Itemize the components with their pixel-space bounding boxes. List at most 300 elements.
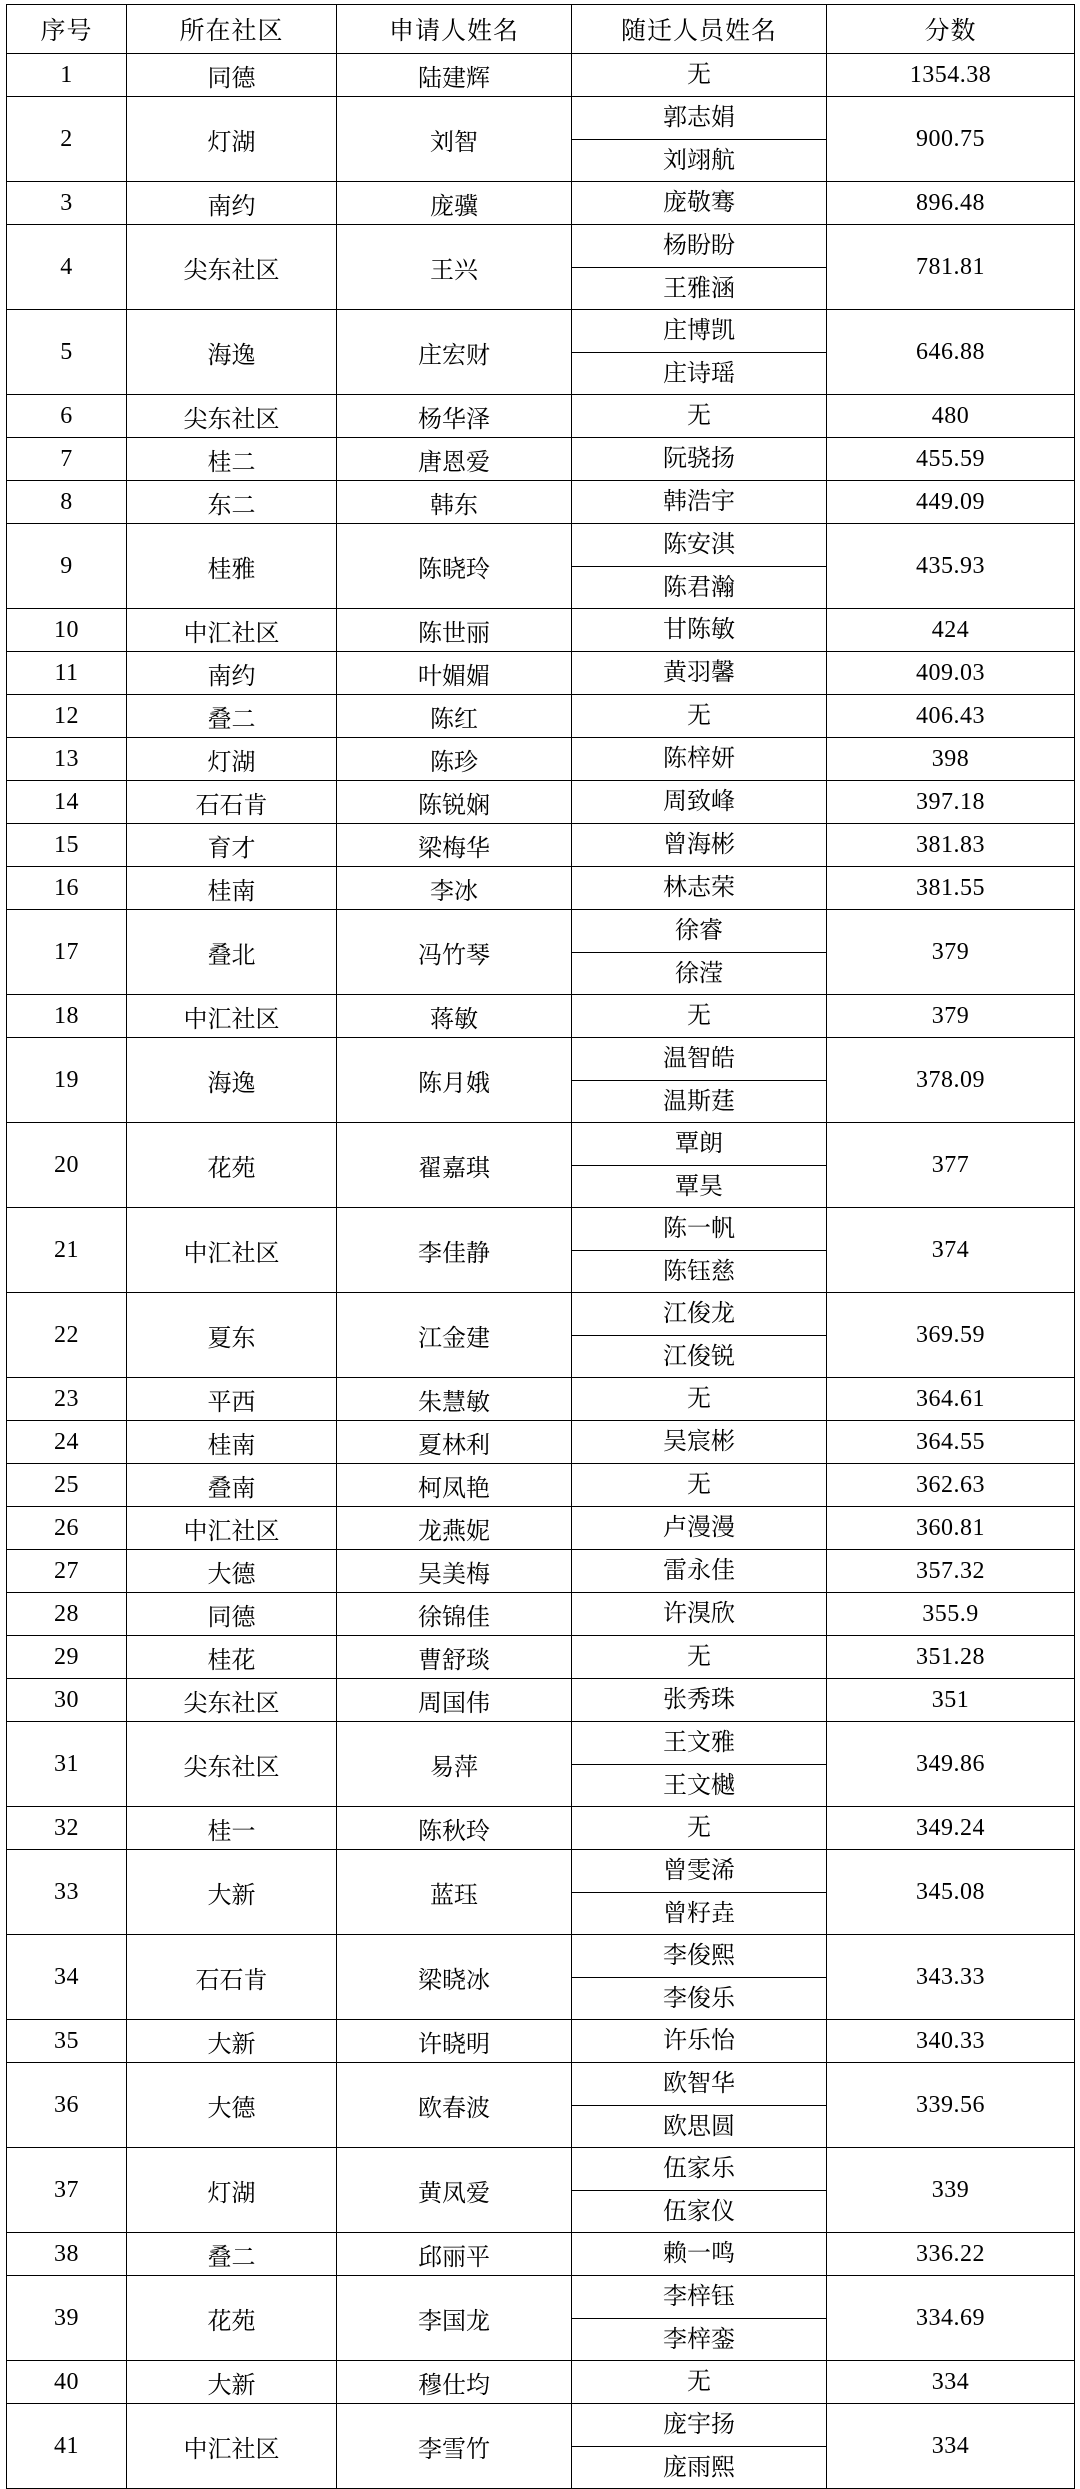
- cell-followers: [572, 1293, 827, 1378]
- cell-community: 同德: [127, 54, 337, 97]
- cell-community: 大新: [127, 2361, 337, 2404]
- cell-applicant-name: 陈月娥: [337, 1038, 572, 1123]
- cell-index: 11: [7, 652, 127, 695]
- cell-score: 455.59: [827, 438, 1075, 481]
- table-row: [7, 1722, 1075, 1807]
- cell-applicant-name: 蒋敏: [337, 995, 572, 1038]
- follower-name: 覃朗: [675, 1131, 723, 1157]
- follower-name: 温斯莛: [572, 1080, 826, 1122]
- cell-score: 480: [827, 395, 1075, 438]
- cell-community: 大新: [127, 2020, 337, 2063]
- cell-followers: 阮骁扬: [572, 438, 827, 481]
- cell-applicant-name: 龙燕妮: [337, 1507, 572, 1550]
- cell-index: 19: [7, 1038, 127, 1123]
- cell-score: 781.81: [827, 225, 1075, 310]
- cell-index: 29: [7, 1636, 127, 1679]
- cell-index: 13: [7, 738, 127, 781]
- table-row: [7, 54, 1075, 97]
- cell-index: 40: [7, 2361, 127, 2404]
- followers-stack: [572, 910, 826, 994]
- cell-applicant-name: 杨华泽: [337, 395, 572, 438]
- follower-name: 江俊龙: [663, 1301, 735, 1327]
- cell-index: 9: [7, 524, 127, 609]
- table-row: [7, 182, 1075, 225]
- cell-applicant-name: 唐恩爱: [337, 438, 572, 481]
- cell-followers: [572, 1038, 827, 1123]
- cell-applicant-name: 陈红: [337, 695, 572, 738]
- cell-applicant-name: 韩东: [337, 481, 572, 524]
- cell-followers: 无: [572, 2361, 827, 2404]
- cell-community: 中汇社区: [127, 1507, 337, 1550]
- cell-community: 同德: [127, 1593, 337, 1636]
- cell-applicant-name: 陈晓玲: [337, 524, 572, 609]
- cell-community: 大新: [127, 1850, 337, 1935]
- cell-score: 357.32: [827, 1550, 1075, 1593]
- cell-score: 381.55: [827, 867, 1075, 910]
- table-row: [7, 2276, 1075, 2361]
- cell-applicant-name: 陈珍: [337, 738, 572, 781]
- cell-applicant-name: 朱慧敏: [337, 1378, 572, 1421]
- table-row: [7, 1507, 1075, 1550]
- table-row: [7, 1550, 1075, 1593]
- cell-score: 343.33: [827, 1935, 1075, 2020]
- cell-score: 896.48: [827, 182, 1075, 225]
- cell-applicant-name: 许晓明: [337, 2020, 572, 2063]
- table-row: [7, 910, 1075, 995]
- table-row: [7, 1293, 1075, 1378]
- cell-community: 海逸: [127, 310, 337, 395]
- cell-index: 14: [7, 781, 127, 824]
- cell-community: 平西: [127, 1378, 337, 1421]
- cell-applicant-name: 曹舒琰: [337, 1636, 572, 1679]
- cell-applicant-name: 徐锦佳: [337, 1593, 572, 1636]
- cell-index: 25: [7, 1464, 127, 1507]
- column-header-followers: 随迁人员姓名: [572, 5, 827, 54]
- cell-applicant-name: 梁晓冰: [337, 1935, 572, 2020]
- cell-index: 1: [7, 54, 127, 97]
- follower-name: 王雅涵: [572, 267, 826, 309]
- table-row: [7, 1464, 1075, 1507]
- table-row: [7, 2361, 1075, 2404]
- cell-index: 5: [7, 310, 127, 395]
- cell-followers: [572, 1123, 827, 1208]
- table-row: [7, 2404, 1075, 2489]
- table-row: [7, 824, 1075, 867]
- cell-index: 3: [7, 182, 127, 225]
- cell-followers: 周致峰: [572, 781, 827, 824]
- cell-community: 灯湖: [127, 738, 337, 781]
- cell-followers: 黄羽馨: [572, 652, 827, 695]
- cell-score: 398: [827, 738, 1075, 781]
- cell-index: 36: [7, 2063, 127, 2148]
- cell-index: 22: [7, 1293, 127, 1378]
- cell-score: 646.88: [827, 310, 1075, 395]
- cell-applicant-name: 王兴: [337, 225, 572, 310]
- cell-applicant-name: 江金建: [337, 1293, 572, 1378]
- table-row: [7, 2020, 1075, 2063]
- cell-community: 尖东社区: [127, 1679, 337, 1722]
- column-header-applicant: 申请人姓名: [337, 5, 572, 54]
- cell-score: 336.22: [827, 2233, 1075, 2276]
- follower-name: 徐睿: [675, 918, 723, 944]
- cell-applicant-name: 叶媚媚: [337, 652, 572, 695]
- table-row: [7, 481, 1075, 524]
- cell-score: 351: [827, 1679, 1075, 1722]
- cell-followers: [572, 97, 827, 182]
- follower-name: 刘翊航: [572, 139, 826, 181]
- follower-name: 江俊锐: [572, 1335, 826, 1377]
- cell-applicant-name: 陈锐娴: [337, 781, 572, 824]
- cell-followers: 无: [572, 1378, 827, 1421]
- cell-index: 32: [7, 1807, 127, 1850]
- table-row: [7, 2148, 1075, 2233]
- cell-followers: 林志荣: [572, 867, 827, 910]
- cell-index: 7: [7, 438, 127, 481]
- cell-followers: 曾海彬: [572, 824, 827, 867]
- cell-applicant-name: 蓝珏: [337, 1850, 572, 1935]
- cell-community: 灯湖: [127, 2148, 337, 2233]
- cell-applicant-name: 李佳静: [337, 1208, 572, 1293]
- follower-name: 曾籽垚: [572, 1892, 826, 1934]
- cell-community: 叠南: [127, 1464, 337, 1507]
- cell-followers: 无: [572, 1636, 827, 1679]
- cell-index: 20: [7, 1123, 127, 1208]
- followers-stack: [572, 1850, 826, 1934]
- cell-community: 花苑: [127, 2276, 337, 2361]
- followers-stack: [572, 1935, 826, 2019]
- follower-name: 李俊乐: [572, 1977, 826, 2019]
- cell-score: 1354.38: [827, 54, 1075, 97]
- followers-stack: [572, 225, 826, 309]
- cell-score: 364.55: [827, 1421, 1075, 1464]
- follower-name: 温智皓: [663, 1046, 735, 1072]
- cell-applicant-name: 夏林利: [337, 1421, 572, 1464]
- follower-name: 欧智华: [663, 2071, 735, 2097]
- follower-name: 欧思圆: [572, 2105, 826, 2147]
- table-row: [7, 1593, 1075, 1636]
- cell-followers: 甘陈敏: [572, 609, 827, 652]
- cell-followers: [572, 2063, 827, 2148]
- cell-followers: 吴宸彬: [572, 1421, 827, 1464]
- follower-name: 庄博凯: [663, 318, 735, 344]
- table-row: [7, 1850, 1075, 1935]
- cell-applicant-name: 冯竹琴: [337, 910, 572, 995]
- cell-score: 351.28: [827, 1636, 1075, 1679]
- table-row: [7, 310, 1075, 395]
- cell-index: 37: [7, 2148, 127, 2233]
- follower-name: 庞宇扬: [663, 2412, 735, 2438]
- cell-community: 桂南: [127, 867, 337, 910]
- cell-score: 378.09: [827, 1038, 1075, 1123]
- cell-community: 尖东社区: [127, 395, 337, 438]
- cell-community: 育才: [127, 824, 337, 867]
- table-row: [7, 1208, 1075, 1293]
- cell-index: 33: [7, 1850, 127, 1935]
- cell-community: 大德: [127, 1550, 337, 1593]
- cell-index: 6: [7, 395, 127, 438]
- cell-score: 360.81: [827, 1507, 1075, 1550]
- cell-score: 334: [827, 2404, 1075, 2489]
- cell-score: 381.83: [827, 824, 1075, 867]
- follower-name: 王文樾: [572, 1764, 826, 1806]
- follower-name: 李俊熙: [663, 1943, 735, 1969]
- cell-score: 379: [827, 995, 1075, 1038]
- table-row: [7, 609, 1075, 652]
- cell-community: 叠北: [127, 910, 337, 995]
- cell-followers: [572, 2404, 827, 2489]
- cell-index: 39: [7, 2276, 127, 2361]
- cell-followers: 张秀珠: [572, 1679, 827, 1722]
- cell-community: 中汇社区: [127, 1208, 337, 1293]
- cell-followers: [572, 2148, 827, 2233]
- followers-stack: [572, 2148, 826, 2232]
- table-row: [7, 1807, 1075, 1850]
- cell-applicant-name: 欧春波: [337, 2063, 572, 2148]
- cell-followers: 陈梓妍: [572, 738, 827, 781]
- cell-community: 南约: [127, 182, 337, 225]
- cell-index: 2: [7, 97, 127, 182]
- cell-community: 中汇社区: [127, 995, 337, 1038]
- cell-score: 349.86: [827, 1722, 1075, 1807]
- cell-score: 362.63: [827, 1464, 1075, 1507]
- cell-followers: 雷永佳: [572, 1550, 827, 1593]
- cell-score: 369.59: [827, 1293, 1075, 1378]
- follower-name: 王文雅: [663, 1730, 735, 1756]
- cell-score: 435.93: [827, 524, 1075, 609]
- cell-score: 339: [827, 2148, 1075, 2233]
- table-row: [7, 1935, 1075, 2020]
- cell-score: 374: [827, 1208, 1075, 1293]
- cell-score: 409.03: [827, 652, 1075, 695]
- cell-applicant-name: 李冰: [337, 867, 572, 910]
- follower-name: 李梓钰: [663, 2284, 735, 2310]
- cell-followers: 无: [572, 1807, 827, 1850]
- cell-index: 28: [7, 1593, 127, 1636]
- table-row: [7, 225, 1075, 310]
- table-row: [7, 1038, 1075, 1123]
- cell-applicant-name: 庞骥: [337, 182, 572, 225]
- cell-score: 340.33: [827, 2020, 1075, 2063]
- cell-score: 406.43: [827, 695, 1075, 738]
- table-row: [7, 695, 1075, 738]
- table-row: [7, 738, 1075, 781]
- cell-followers: 无: [572, 54, 827, 97]
- table-row: [7, 781, 1075, 824]
- cell-applicant-name: 陆建辉: [337, 54, 572, 97]
- cell-index: 17: [7, 910, 127, 995]
- cell-followers: [572, 225, 827, 310]
- cell-followers: [572, 524, 827, 609]
- cell-applicant-name: 黄凤爱: [337, 2148, 572, 2233]
- cell-applicant-name: 穆仕均: [337, 2361, 572, 2404]
- cell-followers: 庞敬骞: [572, 182, 827, 225]
- cell-score: 349.24: [827, 1807, 1075, 1850]
- table-row: [7, 438, 1075, 481]
- cell-index: 10: [7, 609, 127, 652]
- cell-community: 灯湖: [127, 97, 337, 182]
- follower-name: 郭志娟: [663, 105, 735, 131]
- cell-community: 中汇社区: [127, 2404, 337, 2489]
- cell-followers: [572, 1935, 827, 2020]
- table-row: [7, 1123, 1075, 1208]
- cell-applicant-name: 周国伟: [337, 1679, 572, 1722]
- cell-index: 8: [7, 481, 127, 524]
- followers-stack: [572, 524, 826, 608]
- cell-applicant-name: 柯凤艳: [337, 1464, 572, 1507]
- column-header-score: 分数: [827, 5, 1075, 54]
- cell-index: 41: [7, 2404, 127, 2489]
- cell-score: 449.09: [827, 481, 1075, 524]
- cell-followers: 卢漫漫: [572, 1507, 827, 1550]
- table-row: [7, 995, 1075, 1038]
- follower-name: 陈安淇: [663, 532, 735, 558]
- cell-index: 12: [7, 695, 127, 738]
- table-row: [7, 867, 1075, 910]
- cell-score: 334.69: [827, 2276, 1075, 2361]
- cell-community: 东二: [127, 481, 337, 524]
- table-body: [7, 54, 1075, 2489]
- cell-index: 34: [7, 1935, 127, 2020]
- cell-score: 379: [827, 910, 1075, 995]
- cell-followers: 许湨欣: [572, 1593, 827, 1636]
- cell-score: 334: [827, 2361, 1075, 2404]
- table-row: [7, 97, 1075, 182]
- follower-name: 陈君瀚: [572, 566, 826, 608]
- cell-community: 桂雅: [127, 524, 337, 609]
- table-header: [7, 5, 1075, 54]
- cell-followers: 许乐怡: [572, 2020, 827, 2063]
- follower-name: 李梓銮: [572, 2318, 826, 2360]
- followers-stack: [572, 2276, 826, 2360]
- cell-community: 桂二: [127, 438, 337, 481]
- column-header-community: 所在社区: [127, 5, 337, 54]
- follower-name: 杨盼盼: [663, 233, 735, 259]
- cell-community: 桂花: [127, 1636, 337, 1679]
- cell-followers: [572, 1850, 827, 1935]
- cell-community: 尖东社区: [127, 225, 337, 310]
- cell-followers: [572, 1722, 827, 1807]
- table-row: [7, 1636, 1075, 1679]
- cell-index: 21: [7, 1208, 127, 1293]
- cell-community: 尖东社区: [127, 1722, 337, 1807]
- follower-name: 徐滢: [572, 952, 826, 994]
- cell-index: 15: [7, 824, 127, 867]
- cell-applicant-name: 刘智: [337, 97, 572, 182]
- follower-name: 庞雨熙: [572, 2446, 826, 2488]
- table-row: [7, 1679, 1075, 1722]
- cell-followers: 无: [572, 695, 827, 738]
- cell-followers: 无: [572, 995, 827, 1038]
- cell-community: 海逸: [127, 1038, 337, 1123]
- table-row: [7, 1378, 1075, 1421]
- cell-applicant-name: 庄宏财: [337, 310, 572, 395]
- followers-stack: [572, 1038, 826, 1122]
- cell-followers: [572, 910, 827, 995]
- cell-community: 桂南: [127, 1421, 337, 1464]
- cell-followers: [572, 310, 827, 395]
- column-header-index: 序号: [7, 5, 127, 54]
- cell-score: 364.61: [827, 1378, 1075, 1421]
- applicant-score-table: [6, 4, 1075, 2489]
- followers-stack: [572, 2063, 826, 2147]
- table-row: [7, 1421, 1075, 1464]
- cell-followers: 韩浩宇: [572, 481, 827, 524]
- cell-followers: 赖一鸣: [572, 2233, 827, 2276]
- followers-stack: [572, 1293, 826, 1377]
- cell-index: 27: [7, 1550, 127, 1593]
- cell-community: 南约: [127, 652, 337, 695]
- cell-community: 叠二: [127, 2233, 337, 2276]
- cell-community: 叠二: [127, 695, 337, 738]
- cell-index: 31: [7, 1722, 127, 1807]
- cell-applicant-name: 李雪竹: [337, 2404, 572, 2489]
- cell-followers: 无: [572, 1464, 827, 1507]
- cell-community: 桂一: [127, 1807, 337, 1850]
- cell-score: 355.9: [827, 1593, 1075, 1636]
- cell-index: 38: [7, 2233, 127, 2276]
- cell-community: 石石肯: [127, 1935, 337, 2020]
- followers-stack: [572, 1722, 826, 1806]
- cell-community: 花苑: [127, 1123, 337, 1208]
- cell-score: 345.08: [827, 1850, 1075, 1935]
- cell-score: 377: [827, 1123, 1075, 1208]
- cell-applicant-name: 吴美梅: [337, 1550, 572, 1593]
- cell-index: 16: [7, 867, 127, 910]
- followers-stack: [572, 2404, 826, 2488]
- cell-followers: [572, 2276, 827, 2361]
- cell-score: 900.75: [827, 97, 1075, 182]
- follower-name: 覃昊: [572, 1165, 826, 1207]
- cell-index: 18: [7, 995, 127, 1038]
- cell-score: 424: [827, 609, 1075, 652]
- table-row: [7, 2063, 1075, 2148]
- follower-name: 伍家乐: [663, 2156, 735, 2182]
- cell-index: 30: [7, 1679, 127, 1722]
- follower-name: 陈钰慈: [572, 1250, 826, 1292]
- cell-applicant-name: 梁梅华: [337, 824, 572, 867]
- cell-index: 23: [7, 1378, 127, 1421]
- table-row: [7, 395, 1075, 438]
- cell-community: 中汇社区: [127, 609, 337, 652]
- followers-stack: [572, 97, 826, 181]
- cell-score: 397.18: [827, 781, 1075, 824]
- cell-applicant-name: 易萍: [337, 1722, 572, 1807]
- follower-name: 曾雯浠: [663, 1858, 735, 1884]
- cell-index: 35: [7, 2020, 127, 2063]
- cell-followers: [572, 1208, 827, 1293]
- table-row: [7, 652, 1075, 695]
- table-row: [7, 524, 1075, 609]
- cell-applicant-name: 邱丽平: [337, 2233, 572, 2276]
- cell-community: 夏东: [127, 1293, 337, 1378]
- cell-score: 339.56: [827, 2063, 1075, 2148]
- follower-name: 庄诗瑶: [572, 352, 826, 394]
- cell-community: 大德: [127, 2063, 337, 2148]
- table-row: [7, 2233, 1075, 2276]
- cell-index: 26: [7, 1507, 127, 1550]
- cell-applicant-name: 翟嘉琪: [337, 1123, 572, 1208]
- cell-applicant-name: 陈秋玲: [337, 1807, 572, 1850]
- cell-index: 24: [7, 1421, 127, 1464]
- cell-index: 4: [7, 225, 127, 310]
- followers-stack: [572, 310, 826, 394]
- header-row: [7, 5, 1075, 54]
- followers-stack: [572, 1208, 826, 1292]
- follower-name: 陈一帆: [663, 1216, 735, 1242]
- cell-followers: 无: [572, 395, 827, 438]
- cell-applicant-name: 李国龙: [337, 2276, 572, 2361]
- follower-name: 伍家仪: [572, 2190, 826, 2232]
